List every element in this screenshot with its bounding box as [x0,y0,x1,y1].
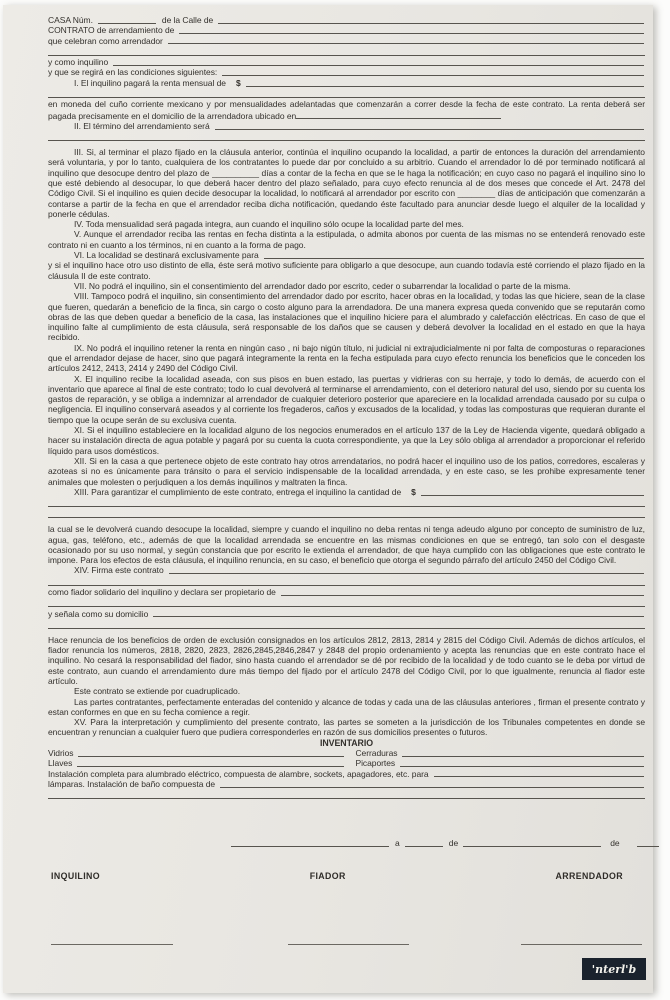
date-de1: de [448,838,459,848]
picaportes-label: Picaportes [355,758,396,769]
condiciones-label: y que se regirá en las condiciones siguientes: [48,67,218,78]
inventory-picaportes [355,758,645,768]
clause-vi-label: VI. La localidad se destinará exclusivamente para [74,250,259,261]
inventory-title: INVENTARIO [319,737,374,748]
clause-ii-label: II. El término del arrendamiento será [74,120,210,131]
fiador-renuncia: Hace renuncia de los beneficios de orden de exclusión consignados en los artículos 2812, 2813, 2814 y 2815 del Código Civil. Además de dichos artículos, el fiador renuncia los números, 2818, 2820, 2823, 2826,2845,2846,2847 y 2848 del propio ordenamiento y acepta las renuncias que en este contrato hace el inquilino. No cesará la responsabilidad del fiador, sino hasta cuando el arrendador se dé por recibido de la localidad y de todo cuanto se le deba por virtud de este contrato, aun cuando el arrendamiento dure más tiempo del fijado por el artículo 2478 del Código Civil, por lo que igualmente, renuncia al fiador este artículo. [48,634,645,686]
llaves-label: Llaves [48,758,73,769]
clause-xiii-line [48,487,645,497]
clause-vi-line [48,250,645,260]
clause-i-label: I. El inquilino pagará la renta mensual de [74,77,226,88]
clause-xii: XII. Si en la casa a que pertenece objeto de este contrato hay otros arrendatarios, no podrá hacer el inquilino uso de los patios, corredores, escaleras y azoteas si no es únicamente para tránsito o para el servicio indispensable de la localidad arrendada, y en este caso, se les prohibe expresamente tener animales que molesten o perjudiquen a los demás inquilinos y maltraten la finca. [48,455,645,487]
inventory-vidrios [48,748,355,758]
inquilino-signature-label: INQUILINO [51,871,101,881]
arrendador-signature-label: ARRENDADOR [555,871,623,881]
city-blank [231,846,389,847]
vidrios-blank [78,756,344,757]
blank-line [48,597,645,607]
clause-xiii-label: XIII. Para garantizar el cumplimiento de este contrato, entrega el inquilino la cantidad de [74,486,402,497]
cerraduras-label: Cerraduras [355,747,398,758]
vidrios-label: Vidrios [48,747,74,758]
termino-blank [215,129,644,130]
contract-page [3,5,653,993]
contract-body [48,15,645,800]
garantia-blank [421,495,644,496]
fiador-signature-label: FIADOR [309,871,346,881]
blank-line [48,497,645,507]
date-a: a [395,838,400,848]
blank-line [48,789,645,799]
lamparas-label: lámparas. Instalación de baño compuesta de [48,778,216,789]
clause-iii: III. Si, al terminar el plazo fijado en la cláusula anterior, continúa el inquilino ocupando la localidad, a partir de entonces la duración del arrendamiento será voluntaria, y por lo tanto, cualquiera de los contratantes lo puede dar por concluido a su arbitrio. Cuando el arrendador lo dé por terminado notificará al inquilino que desocupe dentro del plazo de __________ días a contar de la fecha en que se le haga la notificación; en cuyo caso no pagará el inquilino sino lo que esté debiendo al desocupar, lo que deberá hacer dentro del plazo señalado, para cuyo efecto renuncia al de dos meses que concede el Art. 2478 del Código Civil. Si el inquilino es quien decide desocupar la localidad, lo notificará al arrendador por escrito con ________ días de anticipación que comenzarán a contarse a partir de la fecha en que el arrendador reciba dicha notificación, quedando éste facultado para anunciar desde luego el alquiler de la localidad y ponerle cédulas. [48,147,645,219]
fiador-propietario-line [48,587,645,597]
partes-contratantes: Las partes contratantes, perfectamente enteradas del contenido y alcance de todas y cada una de las cláusulas anteriores , firman el presente contrato y estan conformes en que en su fecha comience a regir. [48,696,645,717]
casa-num-label: CASA Núm. [48,15,93,25]
dollar-sign: $ [235,77,241,88]
blank-line [48,576,645,586]
arrendador-signature-line [521,944,642,945]
year-blank [637,846,659,847]
clause-xv: XV. Para la interpretación y cumplimiento del presente contrato, las partes se someten a la jurisdicción de los Tribunales competentes en donde se encuentran y renuncian a cualquier fuero que pudiera corresponderles en razón de sus domicilios presentes o futuros. [48,717,645,738]
signature-labels [51,871,623,881]
cuadruplicado: Este contrato se extiende por cuadruplicado. [74,686,241,697]
form-line-clause1 [48,78,645,88]
condiciones-blank [222,75,644,76]
clause-xiv-line [48,565,645,575]
domicilio-label: y señala como su domicilio [48,608,149,619]
instalacion-label: Instalación completa para alumbrado eléctrico, compuesta de alambre, sockets, apagadores, etc. para [48,768,429,779]
calle-blank [218,23,644,24]
llaves-blank [77,766,344,767]
form-line-arrendador [48,36,645,46]
casa-num-blank [98,23,156,24]
blank-line [48,508,645,518]
blank-line [48,46,645,56]
clause-viii: VIII. Tampoco podrá el inquilino, sin consentimiento del arrendador dado por escrito, hacer obras en la localidad, y todas las que hiciere, sean de la clase que fueren, quedarán a beneficio de la finca, sin cargo o costo alguno para la arrendadora. De una manera expresa queda convenido que se reputarán como obras de las que deben quedar a beneficio de la casa, las instalaciones que el inquilino hiciere para el alumbrado y calefacción eléctricas. En caso de que el inquilino falte al cumplimiento de esta cláusula, será responsable de los daños que se causen y deberá devolver la localidad en el estado en que la haya recibido. [48,291,645,343]
dollar-sign: $ [411,486,416,497]
inventory-row [48,758,645,768]
clause-vii: VII. No podrá el inquilino, sin el consentimiento del arrendador dado por escrito, ceder o subarrendar la localidad o parte de la misma. [74,280,571,291]
form-line-inquilino [48,57,645,67]
date-line [48,838,643,848]
domicilio-blank [296,110,501,119]
inquilino-label: y como inquilino [48,57,109,68]
form-line-clause2 [48,121,645,131]
calle-label: de la Calle de [161,15,214,25]
clause-xiii-continuation: la cual se le devolverá cuando desocupe la localidad, siempre y cuando el inquilino no deba rentas ni tenga adeudo alguno por concepto de suministro de luz, agua, gas, teléfono, etc., además de que la localidad arrendada se encuentre en las mismas condiciones en que se entregó, tan solo con el desgaste ocasionado por su uso normal, y según constancia que por escrito le extienda el arrendador, de que haya cumplido con las obligaciones que este contrato le impone. Para los efectos de esta cláusula, el inquilino renuncia, en su caso, el beneficio que otorga el segundo párrafo del artículo 2450 del Código Civil. [48,524,645,566]
blank-line [48,131,645,141]
fiador-signature-line [288,944,409,945]
arrendador-blank [168,43,644,44]
month-blank [463,846,601,847]
clause-xi: XI. Si el inquilino estableciere en la localidad alguno de los negocios enumerados en el artículo 137 de la Ley de Hacienda vigente, quedará obligado a hacer su instalación directa de agua potable y pagará por su cuenta la cuota correspondiente, ya que la Ley sólo obliga al arrendador a proporcionar el referido líquido para usos domésticos. [48,425,645,456]
clause-xiv-label: XIV. Firma este contrato [74,565,164,576]
instalacion-line [48,769,645,779]
date-de2: de [610,838,620,848]
contrato-label: CONTRATO de arrendamiento de [48,25,175,36]
blank-line [48,619,645,629]
inventory-llaves [48,758,355,768]
clause-v: V. Aunque el arrendador reciba las rentas en fecha distinta a la estipulada, o admita abonos por cuenta de las mismas no se entenderá renovado este contrato ni en cuanto a los términos, ni en cuanto a la forma de pago. [48,229,645,250]
fiador-propietario-label: como fiador solidario del inquilino y declara ser propietario de [48,587,276,598]
contrato-blank [179,33,644,34]
fiador-domicilio-blank [153,616,644,617]
day-blank [405,846,443,847]
form-line-casa [48,15,645,25]
renta-blank [246,86,644,87]
bano-blank [220,787,644,788]
clause-vi-continuation: y si el inquilino hace otro uso distinto de ella, éste será motivo suficiente para obligarlo a que desocupe, aun cuando todavía esté corriendo el plazo fijado en la cláusula II de este contrato. [48,260,645,281]
clause-i-continuation [48,99,645,121]
inventory-row [48,748,645,758]
printer-brand-logo: 'nterl'b [582,958,646,980]
form-line-contrato [48,25,645,35]
clause-ix: IX. No podrá el inquilino retener la renta en ningún caso , ni bajo nigún título, ni judicial ni extrajudicialmente ni por falta de composturas o reparaciones que el arrendador dejase de hacer, sino que pagará integramente la renta en la fecha estipulada para cuyo efecto renuncia los beneficios que le conceden los artículos 2412, 2413, 2414 y 2490 del Código Civil. [48,342,645,374]
cerraduras-blank [402,756,644,757]
firma-blank [169,573,644,574]
clause-x: X. El inquilino recibe la localidad aseada, con sus pisos en buen estado, las puertas y vidrieras con su herraje, y todo lo demás, de acuerdo con el inventario que aparece al final de este contrato; todo lo cual devolverá al terminarse el arrendamiento, con el deterioro natural del uso, siendo por su cuenta los gastos de reparación, y se obliga a indemnizar al arrendador de cualquier deterioro posterior que apareciere en la localidad arrendada causado por su culpa o negligencia. El inquilino conservará aseados y al corriente los fregaderos, caños y excusados de la localidad, y todas las composturas que requieran durante el tiempo que la ocupe serán de su exclusiva cuenta. [48,373,645,425]
inquilino-blank [113,65,644,66]
clause-i-text: en moneda del cuño corriente mexicano y por mensualidades adelantadas que comenzarán a correr desde la fecha de este contrato. La renta deberá ser pagada precisamente en el domicilio de la arrendadora ubicado en [48,99,645,121]
instalacion-blank [434,776,644,777]
arrendador-label: que celebran como arrendador [48,35,163,46]
clause-iv: IV. Toda mensualidad será pagada integra, aun cuando el inquilino sólo ocupe la localidad parte del mes. [74,219,464,230]
propietario-blank [281,595,644,596]
lamparas-line [48,779,645,789]
form-line-condiciones [48,67,645,77]
inventory-cerraduras [355,748,645,758]
destino-blank [264,258,644,259]
picaportes-blank [400,766,644,767]
blank-line [48,88,645,98]
inquilino-signature-line [51,944,173,945]
domicilio-line [48,609,645,619]
